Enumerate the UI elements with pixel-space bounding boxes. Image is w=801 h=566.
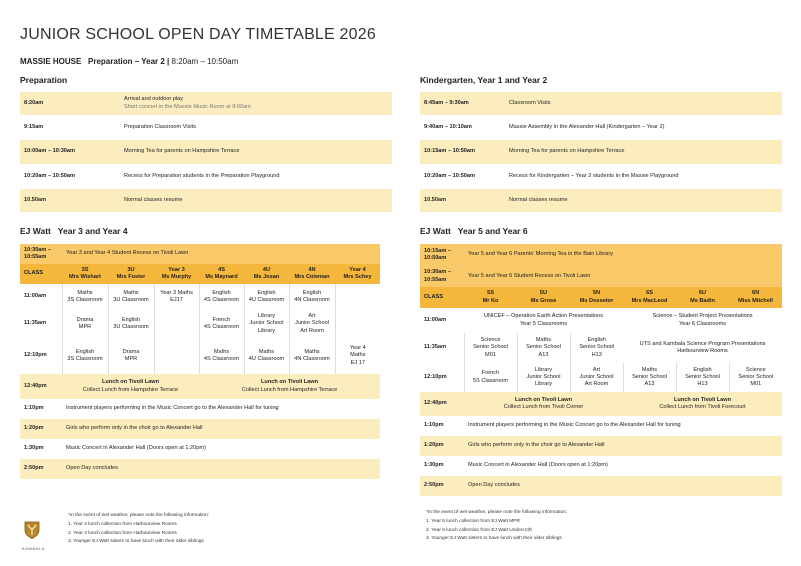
y34-cell: Maths 4U Classroom: [244, 338, 289, 374]
y56-tail-row: [420, 456, 782, 476]
y34-lunch-y4-sub: Collect Lunch from Hampshire Terrace: [241, 386, 338, 393]
y34-time: 12:40pm: [20, 374, 62, 399]
y34-row-1135: [20, 310, 380, 338]
note-intro: *In the event of wet weather, please note the following information:: [68, 513, 210, 518]
wet-weather-notes-right: [426, 509, 567, 544]
y56-class-6n: 6N Miss Mitchell: [729, 287, 782, 308]
kinder-row: [420, 92, 782, 115]
house-name: MASSIE HOUSE: [20, 57, 82, 66]
note-item: 1. Year 5 lunch collection from EJ Watt MPR: [426, 519, 520, 525]
y56-recess-event: Year 5 and Year 6 Student Recess on Tivoli Lawn: [464, 266, 782, 287]
y34-cell: English 4U Classroom: [244, 284, 289, 310]
kinder-time: 10:15am – 10:50am: [420, 140, 505, 164]
house-time: 8:20am – 10:50am: [171, 57, 239, 66]
y34-cell: Library Junior School Library: [244, 310, 289, 338]
prep-row: [20, 92, 392, 115]
y56-time: 1:30pm: [420, 456, 464, 476]
prep-row: [20, 140, 392, 164]
y34-tail-row: [20, 419, 380, 439]
y34-row-1100: [20, 284, 380, 310]
y34-cell-empty: [154, 310, 199, 338]
y34-cell-empty: [335, 284, 380, 310]
y56-time: 12:40pm: [420, 392, 464, 416]
y34-table: [20, 244, 380, 479]
prep-event: Preparation Classroom Visits: [120, 115, 392, 140]
prep-event: Normal classes resume: [120, 189, 392, 212]
kinder-table: [420, 92, 782, 212]
y34-time: 1:10pm: [20, 399, 62, 419]
kinder-event: Massie Assembly in the Alexander Hall (Kindergarten – Year 2): [505, 115, 782, 140]
y56-class-5s: 5S Mr Ko: [464, 287, 517, 308]
y34-lunch-y4: [199, 374, 380, 399]
y56-table: [420, 244, 782, 496]
y34-tail-event: Girls who perform only in the choir go to Alexander Hall: [62, 419, 380, 439]
y34-cell-empty: [154, 338, 199, 374]
y56-time: 2:50pm: [420, 476, 464, 496]
y34-class-label: CLASS: [20, 264, 62, 284]
note-item: 3. Younger EJ Watt sisters to have lunch with their older siblings: [426, 536, 562, 542]
y34-cell: Maths 4S Classroom: [199, 338, 244, 374]
y34-years: Year 3 and Year 4: [57, 226, 128, 236]
y34-lunch-y3: [62, 374, 199, 399]
note-item: 1. Year 3 lunch collection from Harbourview Rooms: [68, 522, 177, 528]
y34-cell: Year 4 Maths EJ 17: [335, 338, 380, 374]
y34-row-1240: [20, 374, 380, 399]
y34-cell: Drama MPR: [108, 338, 154, 374]
prep-event-sub: Short concert in the Massie Music Room at 9:00am: [124, 103, 251, 110]
subtitle-separator: |: [167, 57, 170, 66]
y34-cell: English 4S Classroom: [199, 284, 244, 310]
y34-lunch-y3-title: Lunch on Tivoli Lawn: [101, 379, 160, 386]
kinder-time: 8:45am – 9:30am: [420, 92, 505, 115]
kinder-event: Normal classes resume: [505, 189, 782, 212]
kinder-event: Morning Tea for parents on Hampshire Terrace: [505, 140, 782, 164]
y56-cell: Art Junior School Art Room: [570, 363, 623, 392]
y56-row-1135: [420, 333, 782, 363]
prep-event: Morning Tea for parents on Hampshire Terrace: [120, 140, 392, 164]
kinder-event: Recess for Kindergarten – Year 2 students in the Massie Playground: [505, 164, 782, 189]
prep-row: [20, 115, 392, 140]
prep-time: 8:20am: [20, 92, 120, 115]
page-subtitle: [20, 57, 238, 66]
y56-cell: UTS and Kambala Science Program Presentations Harbourview Rooms: [623, 333, 782, 363]
y34-cell: Art Junior School Art Room: [289, 310, 335, 338]
house-years: Preparation – Year 2: [88, 57, 165, 66]
kinder-row: [420, 115, 782, 140]
y34-cell: Maths 3S Classroom: [62, 284, 108, 310]
y56-cell: Science Senior School M01: [729, 363, 782, 392]
y34-cell: Year 3 Maths EJ17: [154, 284, 199, 310]
y34-time: 11:35am: [20, 310, 62, 338]
y56-time: 1:20pm: [420, 436, 464, 456]
prep-event: Recess for Preparation students in the Preparation Playground: [120, 164, 392, 189]
y56-class-label: CLASS: [420, 287, 464, 308]
y34-tail-event: Open Day concludes: [62, 459, 380, 479]
y56-tail-event: Open Day concludes: [464, 476, 782, 496]
y34-time: 12:10pm: [20, 338, 62, 374]
y56-lunch-y6: [623, 392, 782, 416]
y56-class-6u: 6U Ms Badin: [676, 287, 729, 308]
y56-house: EJ Watt: [420, 226, 451, 236]
y56-tail-row: [420, 476, 782, 496]
y56-cell: Maths Senior School A13: [517, 333, 570, 363]
y34-recess-event: Year 3 and Year 4 Student Recess on Tivoli Lawn: [62, 244, 380, 264]
y56-cell: UNICEF – Operation Earth Action Presentations Year 5 Classrooms: [464, 308, 623, 333]
y56-class-row: [420, 287, 782, 308]
kinder-row: [420, 140, 782, 164]
y34-class-3s: 3S Mrs Wishart: [62, 264, 108, 284]
y56-cell: English Senior School H13: [570, 333, 623, 363]
note-item: 2. Year 4 lunch collection from Harbourview Rooms: [68, 530, 177, 536]
y34-cell: Maths 4N Classroom: [289, 338, 335, 374]
prep-row: [20, 189, 392, 212]
y56-cell: Science – Student Project Presentations Year 6 Classrooms: [623, 308, 782, 333]
y34-class-y4: Year 4 Mrs Schey: [335, 264, 380, 284]
y56-class-5n: 5N Ms Dossetor: [570, 287, 623, 308]
y56-tail-event: Instrument players performing in the Music Concert go to the Alexander Hall for tuning: [464, 416, 782, 436]
y34-recess-row: [20, 244, 380, 264]
prep-row: [20, 164, 392, 189]
prep-table: [20, 92, 392, 212]
y56-row-1240: [420, 392, 782, 416]
y56-cell: French 5S Classroom: [464, 363, 517, 392]
note-item: 2. Year 6 lunch collection from EJ Watt Undercroft: [426, 527, 532, 533]
kambala-logo: [22, 521, 46, 551]
y56-tail-event: Music Concert in Alexander Hall (Doors open at 1:20pm): [464, 456, 782, 476]
prep-time: 9:15am: [20, 115, 120, 140]
kinder-time: 9:40am – 10:10am: [420, 115, 505, 140]
y56-class-6s: 6S Mrs MacLeod: [623, 287, 676, 308]
y56-recess-row: [420, 266, 782, 287]
y34-tail-row: [20, 399, 380, 419]
y34-class-y3: Year 3 Ms Murphy: [154, 264, 199, 284]
y34-lunch-y4-title: Lunch on Tivoli Lawn: [260, 379, 319, 386]
y56-mt-event: Year 5 and Year 6 Parents' Morning Tea in the Bain Library: [464, 244, 782, 266]
y56-tail-row: [420, 436, 782, 456]
y34-time: 1:30pm: [20, 439, 62, 459]
y56-time: 12:10pm: [420, 363, 464, 392]
note-intro: *In the event of wet weather, please note the following information:: [426, 510, 568, 515]
kinder-row: [420, 164, 782, 189]
y34-time: 1:20pm: [20, 419, 62, 439]
y34-tail-row: [20, 459, 380, 479]
y34-lunch-y3-sub: Collect Lunch from Hampshire Terrace: [82, 386, 179, 393]
wet-weather-notes-left: [68, 512, 209, 547]
y34-cell: English 3U Classroom: [108, 310, 154, 338]
y56-time: 1:10pm: [420, 416, 464, 436]
prep-event: [120, 92, 392, 115]
page-title: JUNIOR SCHOOL OPEN DAY TIMETABLE 2026: [20, 26, 376, 43]
prep-time: 10:20am – 10:50am: [20, 164, 120, 189]
prep-event-text: Arrival and outdoor play: [124, 96, 184, 103]
y56-time: 11:00am: [420, 308, 464, 333]
kinder-row: [420, 189, 782, 212]
y34-cell: French 4S Classroom: [199, 310, 244, 338]
y56-lunch-y6-title: Lunch on Tivoli Lawn: [673, 396, 732, 403]
y56-lunch-y5: [464, 392, 623, 416]
kinder-event: Classroom Visits: [505, 92, 782, 115]
logo-wordmark: KAMBALA: [22, 546, 46, 551]
y34-tail-event: Music Concert in Alexander Hall (Doors open at 1:20pm): [62, 439, 380, 459]
y34-cell: English 4N Classroom: [289, 284, 335, 310]
y34-row-1210: [20, 338, 380, 374]
prep-time: 10.50am: [20, 189, 120, 212]
y56-lunch-y6-sub: Collect Lunch from Tivoli Forecourt: [659, 404, 746, 410]
y56-mt-time: 10:15am – 10:50am: [420, 244, 464, 266]
y56-recess-time: 10:30am – 10:55am: [420, 266, 464, 287]
crest-icon: [24, 521, 40, 539]
y34-heading: [20, 226, 128, 236]
y56-cell: English Senior School H13: [676, 363, 729, 392]
y56-row-1210: [420, 363, 782, 392]
y56-heading: [420, 226, 528, 236]
y34-recess-time: 10:30am – 10:55am: [20, 244, 62, 264]
y34-house: EJ Watt: [20, 226, 51, 236]
kinder-heading: Kindergarten, Year 1 and Year 2: [420, 75, 548, 85]
y56-cell: Maths Senior School A13: [623, 363, 676, 392]
y56-tail-row: [420, 416, 782, 436]
note-item: 3. Younger EJ Watt sisters to have lunch with their older siblings: [68, 539, 204, 545]
kinder-time: 10.50am: [420, 189, 505, 212]
y34-cell: Drama MPR: [62, 310, 108, 338]
y34-time: 11:00am: [20, 284, 62, 310]
y56-row-1100: [420, 308, 782, 333]
y56-time: 11:35am: [420, 333, 464, 363]
y56-lunch-y5-title: Lunch on Tivoli Lawn: [514, 396, 573, 403]
y34-tail-row: [20, 439, 380, 459]
y34-class-4s: 4S Ms Maynard: [199, 264, 244, 284]
y56-lunch-y5-sub: Collect Lunch from Tivoli Corner: [503, 404, 584, 410]
y34-tail-event: Instrument players performing in the Music Concert go to the Alexander Hall for tuning: [62, 399, 380, 419]
prep-time: 10:00am – 10:30am: [20, 140, 120, 164]
y56-class-5u: 5U Ms Grose: [517, 287, 570, 308]
y34-cell: English 3S Classroom: [62, 338, 108, 374]
y34-time: 2:50pm: [20, 459, 62, 479]
y56-years: Year 5 and Year 6: [457, 226, 528, 236]
y34-class-3u: 3U Mrs Foster: [108, 264, 154, 284]
y34-cell: Maths 3U Classroom: [108, 284, 154, 310]
y34-class-4n: 4N Mrs Coleman: [289, 264, 335, 284]
kinder-time: 10:20am – 10:50am: [420, 164, 505, 189]
y56-cell: Science Senior School M01: [464, 333, 517, 363]
y34-cell-empty: [335, 310, 380, 338]
y34-class-4u: 4U Ms Josan: [244, 264, 289, 284]
y56-tail-event: Girls who perform only in the choir go to Alexander Hall: [464, 436, 782, 456]
y56-mt-row: [420, 244, 782, 266]
y56-cell: Library Junior School Library: [517, 363, 570, 392]
y34-class-row: [20, 264, 380, 284]
prep-heading: Preparation: [20, 75, 68, 85]
